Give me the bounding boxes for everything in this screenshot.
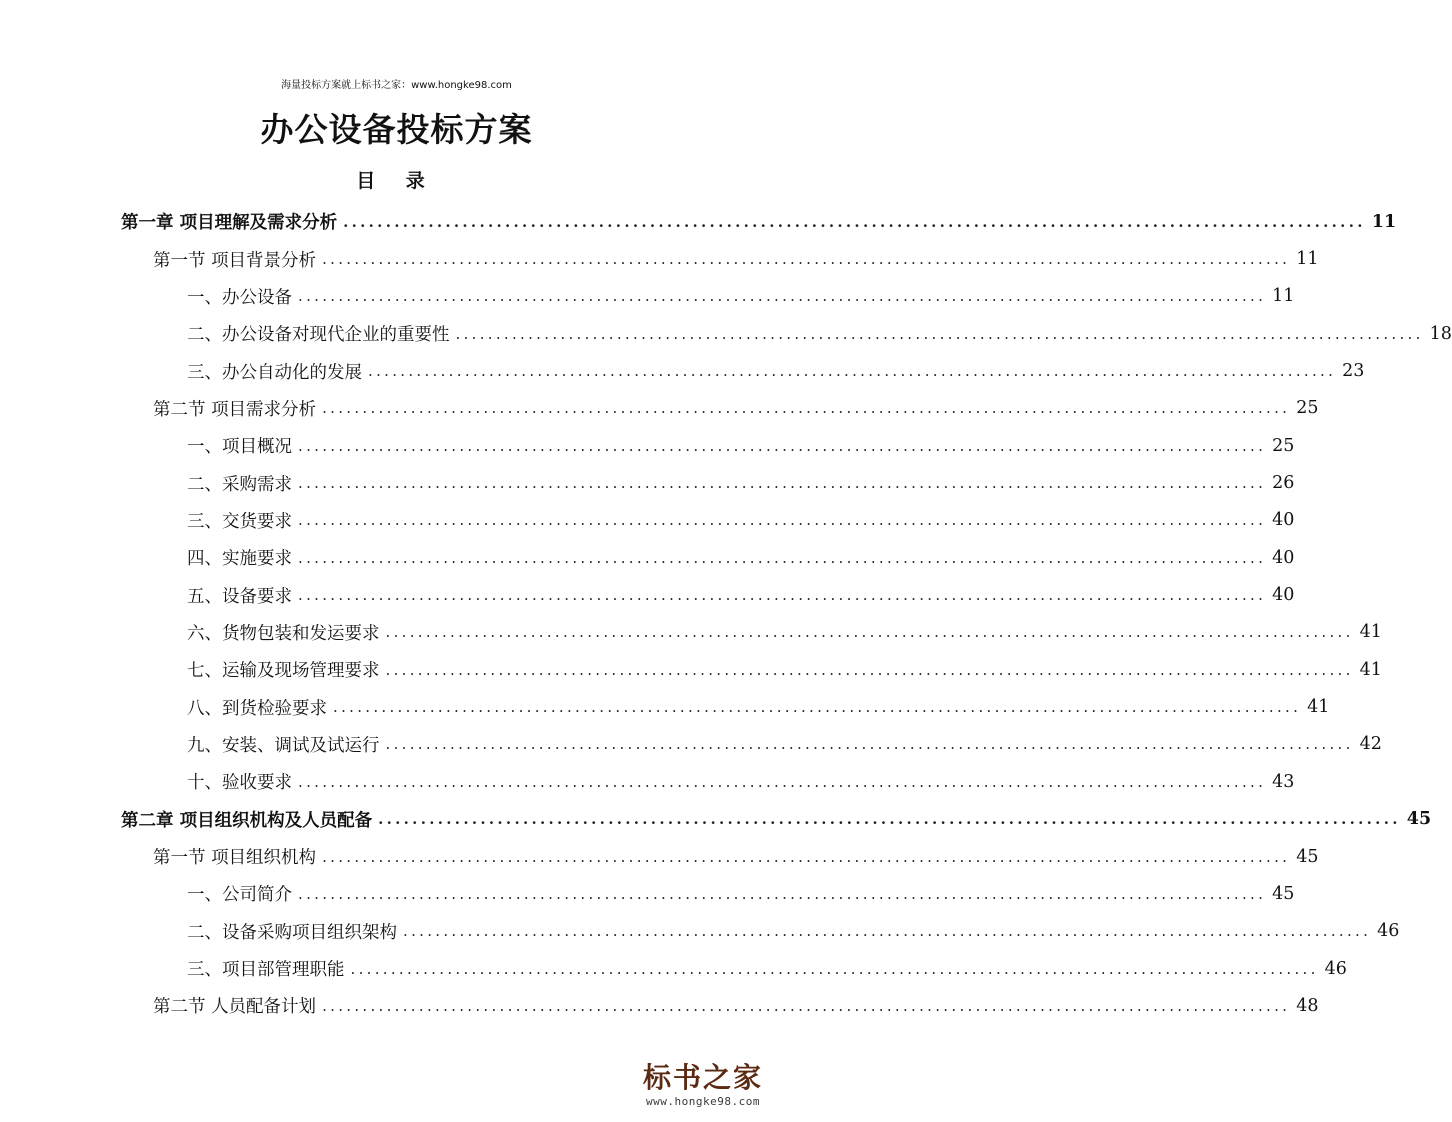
toc-dot-leader: ........................................................................................................................ <box>322 399 1291 418</box>
toc-dot-leader: ........................................................................................................................ <box>385 623 1354 642</box>
table-of-contents <box>0 203 1452 1025</box>
toc-entry-label: 第一节 项目背景分析 <box>153 250 317 271</box>
header-note: 海量投标方案就上标书之家：www.hongke98.com <box>281 80 512 91</box>
toc-entry[interactable] <box>0 352 1365 389</box>
toc-entry[interactable] <box>0 390 1319 427</box>
toc-entry-page: 45 <box>1406 809 1432 830</box>
toc-entry-label: 二、采购需求 <box>187 474 292 495</box>
toc-entry[interactable] <box>0 875 1295 912</box>
toc-entry-page: 40 <box>1272 547 1295 568</box>
toc-entry-page: 42 <box>1359 734 1382 755</box>
logo-url: www.hongke98.com <box>646 1095 760 1108</box>
toc-entry-page: 45 <box>1272 883 1295 904</box>
toc-entry[interactable] <box>0 688 1330 725</box>
toc-entry-label: 十、验收要求 <box>187 773 292 794</box>
toc-entry-label: 一、项目概况 <box>187 437 292 458</box>
toc-entry-page: 25 <box>1272 435 1295 456</box>
toc-entry-label: 一、公司简介 <box>187 885 292 906</box>
document-title: 办公设备投标方案 <box>260 110 533 149</box>
toc-entry-label: 第二章 项目组织机构及人员配备 <box>121 810 373 831</box>
toc-entry-page: 26 <box>1272 473 1295 494</box>
toc-entry-page: 11 <box>1296 249 1319 270</box>
toc-dot-leader: ........................................................................................................................ <box>385 735 1354 754</box>
toc-dot-leader: ........................................................................................................................ <box>298 287 1267 306</box>
toc-entry-label: 三、办公自动化的发展 <box>187 362 362 383</box>
toc-entry[interactable] <box>0 801 1432 838</box>
brand-logo <box>623 1061 783 1108</box>
toc-entry-label: 三、交货要求 <box>187 511 292 532</box>
toc-entry[interactable] <box>0 763 1295 800</box>
toc-dot-leader: ........................................................................................................................ <box>298 511 1267 530</box>
toc-dot-leader: ........................................................................................................................ <box>322 847 1291 866</box>
toc-entry-label: 二、办公设备对现代企业的重要性 <box>187 325 450 346</box>
toc-entry[interactable] <box>0 987 1319 1024</box>
toc-entry-page: 25 <box>1296 398 1319 419</box>
toc-entry-page: 40 <box>1272 510 1295 531</box>
toc-entry-page: 41 <box>1307 697 1330 718</box>
toc-entry[interactable] <box>0 203 1397 240</box>
toc-entry-label: 第一节 项目组织机构 <box>153 848 317 869</box>
toc-dot-leader: ........................................................................................................................ <box>298 474 1267 493</box>
toc-entry[interactable] <box>0 913 1400 950</box>
toc-entry[interactable] <box>0 950 1347 987</box>
toc-entry-label: 第二节 项目需求分析 <box>153 399 317 420</box>
toc-dot-leader: ........................................................................................................................ <box>298 772 1267 791</box>
toc-entry-page: 43 <box>1272 771 1295 792</box>
toc-entry-label: 六、货物包装和发运要求 <box>187 623 380 644</box>
toc-entry[interactable] <box>0 539 1295 576</box>
toc-dot-leader: ........................................................................................................................ <box>455 324 1424 343</box>
toc-entry-page: 18 <box>1429 323 1452 344</box>
toc-dot-leader: ........................................................................................................................ <box>322 996 1291 1015</box>
toc-dot-leader: ........................................................................................................................ <box>298 436 1267 455</box>
toc-entry-page: 46 <box>1377 921 1400 942</box>
toc-dot-leader: ........................................................................................................................ <box>298 548 1267 567</box>
toc-dot-leader: ........................................................................................................................ <box>368 362 1337 381</box>
toc-entry-label: 七、运输及现场管理要求 <box>187 661 380 682</box>
toc-entry-label: 五、设备要求 <box>187 586 292 607</box>
toc-entry[interactable] <box>0 614 1382 651</box>
toc-entry-label: 八、到货检验要求 <box>187 698 327 719</box>
toc-dot-leader: ........................................................................................................................ <box>298 884 1267 903</box>
toc-dot-leader: ........................................................................................................................ <box>350 959 1319 978</box>
toc-entry[interactable] <box>0 726 1382 763</box>
toc-entry[interactable] <box>0 502 1295 539</box>
toc-dot-leader: ........................................................................................................................ <box>322 250 1291 269</box>
toc-entry[interactable] <box>0 315 1452 352</box>
toc-dot-leader: ........................................................................................................................ <box>343 212 1366 231</box>
toc-entry-page: 11 <box>1272 286 1295 307</box>
toc-entry-label: 二、设备采购项目组织架构 <box>187 922 397 943</box>
toc-entry-page: 23 <box>1342 361 1365 382</box>
toc-entry[interactable] <box>0 576 1295 613</box>
toc-dot-leader: ........................................................................................................................ <box>333 698 1302 717</box>
toc-entry-label: 一、办公设备 <box>187 287 292 308</box>
toc-entry[interactable] <box>0 464 1295 501</box>
toc-dot-leader: ........................................................................................................................ <box>298 586 1267 605</box>
toc-entry[interactable] <box>0 427 1295 464</box>
toc-entry-label: 九、安装、调试及试运行 <box>187 735 380 756</box>
toc-heading: 目 录 <box>356 170 437 192</box>
toc-entry-label: 四、实施要求 <box>187 549 292 570</box>
toc-entry-page: 48 <box>1296 995 1319 1016</box>
toc-entry-label: 三、项目部管理职能 <box>187 960 345 981</box>
toc-entry-label: 第一章 项目理解及需求分析 <box>121 213 338 234</box>
toc-entry-label: 第二节 人员配备计划 <box>153 997 317 1018</box>
toc-entry-page: 41 <box>1359 622 1382 643</box>
toc-entry-page: 40 <box>1272 585 1295 606</box>
toc-entry[interactable] <box>0 278 1295 315</box>
toc-entry-page: 46 <box>1324 958 1347 979</box>
toc-dot-leader: ........................................................................................................................ <box>385 660 1354 679</box>
toc-entry[interactable] <box>0 240 1319 277</box>
toc-dot-leader: ........................................................................................................................ <box>403 922 1372 941</box>
toc-dot-leader: ........................................................................................................................ <box>378 810 1401 829</box>
toc-entry[interactable] <box>0 838 1319 875</box>
toc-entry[interactable] <box>0 651 1382 688</box>
toc-entry-page: 45 <box>1296 846 1319 867</box>
toc-entry-page: 11 <box>1371 211 1397 232</box>
toc-entry-page: 41 <box>1359 659 1382 680</box>
logo-text: 标书之家 <box>642 1061 763 1094</box>
